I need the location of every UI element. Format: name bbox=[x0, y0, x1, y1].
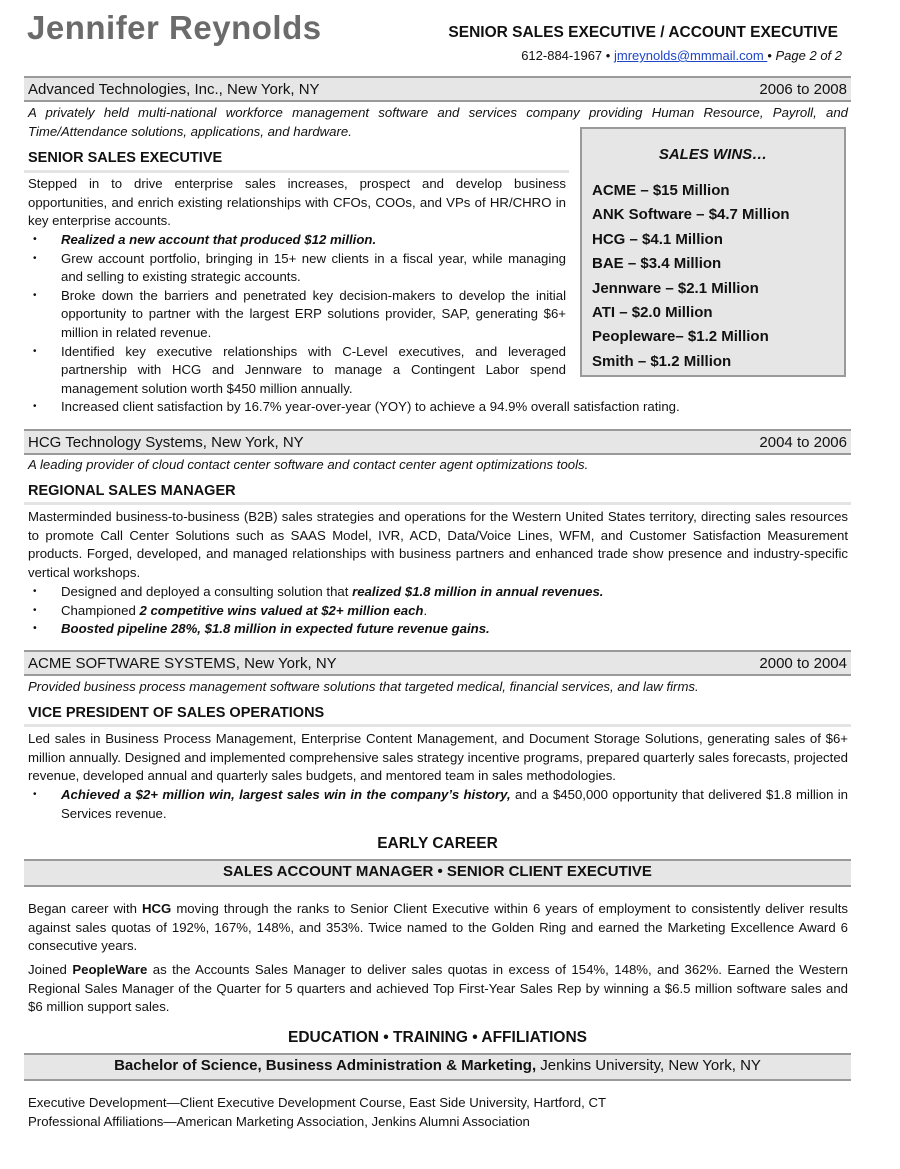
role-summary: Stepped in to drive enterprise sales increases, prospect and develop business opportunities, and enrich existing relationships with CFOs, COOs, and VPs of HR/CHRO in key enterprise accounts. bbox=[28, 176, 566, 229]
sales-wins-box bbox=[580, 127, 846, 377]
company-description: A leading provider of cloud contact center software and contact center agent optimizations tools. bbox=[28, 457, 589, 472]
candidate-name: Jennifer Reynolds bbox=[27, 9, 322, 46]
divider bbox=[24, 170, 569, 173]
achievement-list bbox=[28, 231, 566, 398]
job-bar-hcg bbox=[24, 429, 851, 455]
email-link[interactable]: jmreynolds@mmmail.com bbox=[613, 48, 768, 63]
achievement-list bbox=[28, 398, 848, 417]
list-item: • Championed 2 competitive wins valued at $2+ million each. bbox=[28, 602, 848, 621]
degree: Bachelor of Science, Business Administration & Marketing, bbox=[114, 1057, 537, 1074]
target-title: SENIOR SALES EXECUTIVE / ACCOUNT EXECUTIVE bbox=[448, 24, 838, 41]
sales-wins-title: SALES WINS… bbox=[658, 146, 768, 163]
role-summary: Masterminded business-to-business (B2B) sales strategies and operations for the Western United States territory, directing sales resources to promote Call Center Solutions such as SAAS Model, IVR, ACD, Data/Voice Lines, WFM, and Customer Satisfaction Measurement products. Forged, developed, and managed relationships with business partners and enhanced trade show presence and industry-specific vertical workshops. bbox=[28, 509, 848, 580]
education-heading: EDUCATION • TRAINING • AFFILIATIONS bbox=[287, 1029, 588, 1046]
affiliations-line: Professional Affiliations—American Marketing Association, Jenkins Alumni Association bbox=[28, 1114, 530, 1129]
early-career-para-2: Joined PeopleWare as the Accounts Sales Manager to deliver sales quotas in excess of 154%, 148%, and 362%. Earned the Western Regional Sales Manager of the Quarter for 5 quarters and achieved Top First-Year Sales Rep by winning a $6.5 million software sales and $6 million support sales. bbox=[28, 962, 848, 1015]
list-item: BAE – $3.4 Million bbox=[592, 255, 722, 273]
phone: 612-884-1967 bbox=[521, 48, 603, 63]
job-dates: 2000 to 2004 bbox=[759, 655, 847, 672]
list-item: Peopleware– $1.2 Million bbox=[592, 328, 769, 346]
divider bbox=[24, 724, 851, 727]
list-item: • Grew account portfolio, bringing in 15+ new clients in a fiscal year, while managing and selling to existing strategic accounts. bbox=[28, 250, 566, 287]
school: Jenkins University, New York, NY bbox=[536, 1057, 761, 1074]
degree-bar bbox=[24, 1053, 851, 1081]
list-item: ATI – $2.0 Million bbox=[592, 304, 713, 322]
company-description: Provided business process management software solutions that targeted medical, financial services, and law firms. bbox=[28, 679, 699, 694]
early-career-para-1: Began career with HCG moving through the ranks to Senior Client Executive within 6 years of employment to consistently deliver results against sales quotas of 192%, 167%, 148%, and 353%. Twice named to the Golden Ring and earned the Marketing Excellence Award 6 consecutive years. bbox=[28, 901, 848, 954]
sales-wins-list bbox=[592, 179, 844, 374]
list-item: HCG – $4.1 Million bbox=[592, 230, 723, 248]
divider bbox=[24, 502, 851, 505]
list-item: ANK Software – $4.7 Million bbox=[592, 206, 790, 224]
role-title: VICE PRESIDENT OF SALES OPERATIONS bbox=[28, 705, 325, 721]
role-title: REGIONAL SALES MANAGER bbox=[28, 483, 236, 499]
list-item: • Increased client satisfaction by 16.7% year-over-year (YOY) to achieve a 94.9% overall satisfaction rating. bbox=[28, 398, 848, 417]
company-name: ACME SOFTWARE SYSTEMS, New York, NY bbox=[28, 655, 337, 672]
list-item: ACME – $15 Million bbox=[592, 182, 730, 199]
list-item: Smith – $1.2 Million bbox=[592, 352, 732, 370]
early-career-heading: EARLY CAREER bbox=[377, 835, 498, 852]
early-career-bar: SALES ACCOUNT MANAGER • SENIOR CLIENT EXECUTIVE bbox=[24, 859, 851, 887]
job-dates: 2006 to 2008 bbox=[759, 81, 847, 98]
page-number: Page 2 of 2 bbox=[775, 48, 842, 63]
training-line: Executive Development—Client Executive Development Course, East Side University, Hartford, CT bbox=[28, 1095, 607, 1110]
achievement-list bbox=[28, 786, 848, 823]
job-dates: 2004 to 2006 bbox=[759, 434, 847, 451]
contact-line bbox=[521, 47, 842, 65]
role-title: SENIOR SALES EXECUTIVE bbox=[28, 150, 223, 166]
separator: • bbox=[605, 48, 611, 63]
list-item: • Achieved a $2+ million win, largest sales win in the company’s history, and a $450,000 opportunity that delivered $1.8 million in Services revenue. bbox=[28, 786, 848, 823]
company-name: Advanced Technologies, Inc., New York, NY bbox=[28, 81, 320, 98]
list-item: • Designed and deployed a consulting solution that realized $1.8 million in annual revenues. bbox=[28, 583, 848, 602]
role-summary: Led sales in Business Process Management, Enterprise Content Management, and Document Storage Solutions, generating sales of $6+ million annually. Designed and implemented comprehensive sales strategy incentive programs, prepared quarterly sales forecasts, projected revenue, developed annual and quarterly sales budgets, and mentored team in sales methodologies. bbox=[28, 731, 848, 784]
list-item: • Broke down the barriers and penetrated key decision-makers to develop the initial opportunity to partner with the largest ERP solutions provider, SAP, generating $6+ million in related revenue. bbox=[28, 287, 566, 343]
job-bar-advanced-technologies bbox=[24, 76, 851, 102]
company-name: HCG Technology Systems, New York, NY bbox=[28, 434, 304, 451]
list-item: • Boosted pipeline 28%, $1.8 million in expected future revenue gains. bbox=[28, 620, 848, 639]
list-item: • Identified key executive relationships with C-Level executives, and leveraged partnership with HCG and Jennware to manage a Contingent Labor spend management solution worth $450 million annually. bbox=[28, 343, 566, 399]
achievement-list bbox=[28, 583, 848, 639]
company-description: A privately held multi-national workforce management software and services company providing Human Resource, Payroll, and Time/Attendance solutions, applications, and hardware. bbox=[28, 105, 848, 139]
list-item: Jennware – $2.1 Million bbox=[592, 279, 759, 297]
job-bar-acme bbox=[24, 650, 851, 676]
list-item: • Realized a new account that produced $12 million. bbox=[28, 231, 566, 250]
separator: • bbox=[767, 48, 772, 63]
